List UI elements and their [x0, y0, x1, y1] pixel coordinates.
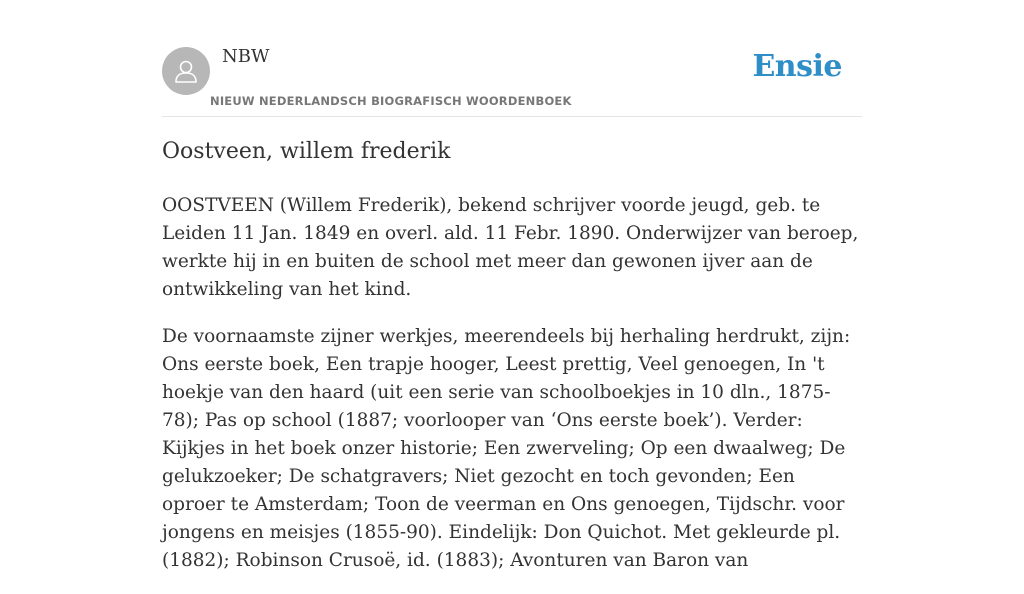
article-paragraph-1: OOSTVEEN (Willem Frederik), bekend schrijver voorde jeugd, geb. te Leiden 11 Jan. 1849 en overl. ald. 11 Febr. 1890. Onderwijzer van beroep, werkte hij in en buiten de school met meer dan gewonen ijver aan de ontwikkeling van het kind. — [162, 195, 859, 300]
article-container — [162, 0, 862, 571]
ensie-logo-link[interactable]: Ensie — [752, 49, 842, 84]
source-full-name: NIEUW NEDERLANDSCH BIOGRAFISCH WOORDENBOEK — [210, 94, 572, 108]
article-paragraph-2: De voornaamste zijner werkjes, meerendeels bij herhaling herdrukt, zijn: Ons eerste boek, Een trapje hooger, Leest prettig, Veel genoegen, In 't hoekje van den haard (uit een serie van schoolboekjes in 10 dln., 1875-78); Pas op school (1887; voorlooper van ‘Ons eerste boek’). Verder: Kijkjes in het boek onzer historie; Een zwerveling; Op een dwaalweg; De gelukzoeker; De schatgravers; Niet gezocht en toch gevonden; Een oproer te Amsterdam; Toon de veerman en Ons genoegen, Tijdschr. voor jongens en meisjes (1855-90). Eindelijk: Don Quichot. Met gekleurde pl. (1882); Robinson Crusoë, id. (1883); Avonturen van Baron van — [162, 326, 851, 571]
user-icon-graphic — [171, 56, 201, 86]
source-short-name[interactable]: NBW — [222, 46, 270, 67]
source-header — [162, 0, 862, 117]
user-icon[interactable] — [162, 47, 210, 95]
article-body — [162, 192, 862, 594]
article-title: Oostveen, willem frederik — [162, 139, 451, 164]
